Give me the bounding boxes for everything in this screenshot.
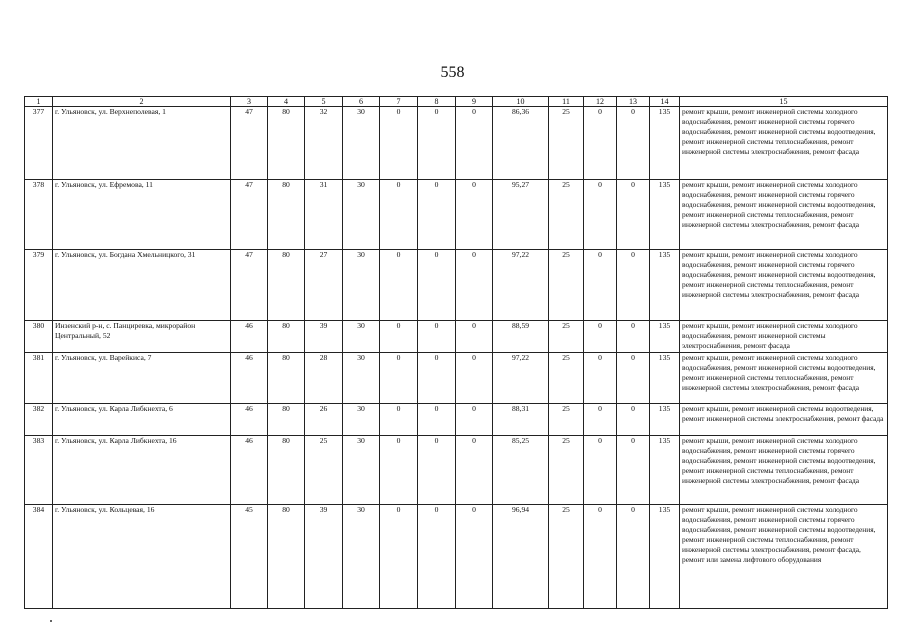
value-cell: 97,22 xyxy=(493,250,549,321)
value-cell: 135 xyxy=(650,353,680,404)
row-number: 380 xyxy=(25,321,53,353)
value-cell: 30 xyxy=(343,321,380,353)
works-cell: ремонт крыши, ремонт инженерной системы холодного водоснабжения, ремонт инженерной системы горячего водоснабжения, ремонт инженерной системы водоотведения, ремонт инженерной системы теплоснабжения, ремонт инженерной системы электроснабжения, ремонт фасада xyxy=(680,107,888,180)
value-cell: 0 xyxy=(584,107,617,180)
address-cell: г. Ульяновск, ул. Кольцевая, 16 xyxy=(53,505,231,609)
value-cell: 135 xyxy=(650,180,680,250)
value-cell: 135 xyxy=(650,250,680,321)
value-cell: 25 xyxy=(549,353,584,404)
value-cell: 0 xyxy=(617,180,650,250)
value-cell: 80 xyxy=(268,321,305,353)
value-cell: 46 xyxy=(231,436,268,505)
value-cell: 0 xyxy=(617,353,650,404)
value-cell: 0 xyxy=(617,250,650,321)
col-header-2: 2 xyxy=(53,97,231,107)
scan-speck xyxy=(50,620,52,622)
value-cell: 0 xyxy=(584,180,617,250)
address-cell: г. Ульяновск, ул. Варейкиса, 7 xyxy=(53,353,231,404)
value-cell: 0 xyxy=(584,353,617,404)
value-cell: 0 xyxy=(380,107,418,180)
address-cell: г. Ульяновск, ул. Карла Либкнехта, 16 xyxy=(53,436,231,505)
value-cell: 85,25 xyxy=(493,436,549,505)
value-cell: 0 xyxy=(584,250,617,321)
value-cell: 30 xyxy=(343,250,380,321)
value-cell: 32 xyxy=(305,107,343,180)
value-cell: 80 xyxy=(268,180,305,250)
value-cell: 31 xyxy=(305,180,343,250)
value-cell: 88,31 xyxy=(493,404,549,436)
value-cell: 30 xyxy=(343,436,380,505)
value-cell: 25 xyxy=(549,250,584,321)
value-cell: 0 xyxy=(617,107,650,180)
page-number: 558 xyxy=(440,64,465,81)
value-cell: 45 xyxy=(231,505,268,609)
value-cell: 0 xyxy=(456,250,493,321)
value-cell: 46 xyxy=(231,353,268,404)
col-header-4: 4 xyxy=(268,97,305,107)
value-cell: 30 xyxy=(343,107,380,180)
table-row xyxy=(25,404,888,436)
address-cell: г. Ульяновск, ул. Верхнеполевая, 1 xyxy=(53,107,231,180)
value-cell: 0 xyxy=(456,107,493,180)
table-row xyxy=(25,321,888,353)
value-cell: 30 xyxy=(343,180,380,250)
value-cell: 26 xyxy=(305,404,343,436)
value-cell: 0 xyxy=(418,353,456,404)
value-cell: 135 xyxy=(650,321,680,353)
works-cell: ремонт крыши, ремонт инженерной системы холодного водоснабжения, ремонт инженерной системы горячего водоснабжения, ремонт инженерной системы водоотведения, ремонт инженерной системы теплоснабжения, ремонт инженерной системы электроснабжения, ремонт фасада xyxy=(680,250,888,321)
works-cell: ремонт крыши, ремонт инженерной системы холодного водоснабжения, ремонт инженерной системы горячего водоснабжения, ремонт инженерной системы водоотведения, ремонт инженерной системы теплоснабжения, ремонт инженерной системы электроснабжения, ремонт фасада xyxy=(680,180,888,250)
value-cell: 135 xyxy=(650,107,680,180)
value-cell: 30 xyxy=(343,505,380,609)
value-cell: 0 xyxy=(380,180,418,250)
value-cell: 30 xyxy=(343,353,380,404)
capital-repair-table xyxy=(24,96,888,609)
value-cell: 135 xyxy=(650,436,680,505)
value-cell: 0 xyxy=(617,321,650,353)
value-cell: 28 xyxy=(305,353,343,404)
row-number: 383 xyxy=(25,436,53,505)
value-cell: 0 xyxy=(456,180,493,250)
value-cell: 27 xyxy=(305,250,343,321)
value-cell: 0 xyxy=(584,436,617,505)
table-row xyxy=(25,107,888,180)
value-cell: 0 xyxy=(380,353,418,404)
value-cell: 25 xyxy=(549,404,584,436)
row-number: 377 xyxy=(25,107,53,180)
value-cell: 96,94 xyxy=(493,505,549,609)
value-cell: 95,27 xyxy=(493,180,549,250)
value-cell: 25 xyxy=(549,107,584,180)
value-cell: 0 xyxy=(418,107,456,180)
value-cell: 80 xyxy=(268,505,305,609)
row-number: 382 xyxy=(25,404,53,436)
value-cell: 0 xyxy=(456,505,493,609)
col-header-10: 10 xyxy=(493,97,549,107)
col-header-8: 8 xyxy=(418,97,456,107)
works-cell: ремонт крыши, ремонт инженерной системы водоотведения, ремонт инженерной системы электроснабжения, ремонт фасада xyxy=(680,404,888,436)
col-header-6: 6 xyxy=(343,97,380,107)
value-cell: 25 xyxy=(549,505,584,609)
value-cell: 47 xyxy=(231,107,268,180)
value-cell: 135 xyxy=(650,505,680,609)
value-cell: 0 xyxy=(617,505,650,609)
value-cell: 0 xyxy=(418,404,456,436)
table-row xyxy=(25,436,888,505)
value-cell: 25 xyxy=(305,436,343,505)
value-cell: 0 xyxy=(380,250,418,321)
col-header-9: 9 xyxy=(456,97,493,107)
value-cell: 46 xyxy=(231,321,268,353)
works-cell: ремонт крыши, ремонт инженерной системы холодного водоснабжения, ремонт инженерной системы электроснабжения, ремонт фасада xyxy=(680,321,888,353)
col-header-1: 1 xyxy=(25,97,53,107)
value-cell: 0 xyxy=(617,436,650,505)
value-cell: 0 xyxy=(456,321,493,353)
col-header-5: 5 xyxy=(305,97,343,107)
table-row xyxy=(25,353,888,404)
col-header-14: 14 xyxy=(650,97,680,107)
works-cell: ремонт крыши, ремонт инженерной системы холодного водоснабжения, ремонт инженерной системы горячего водоснабжения, ремонт инженерной системы водоотведения, ремонт инженерной системы теплоснабжения, ремонт инженерной системы электроснабжения, ремонт фасада, ремонт или замена лифтового оборудования xyxy=(680,505,888,609)
value-cell: 47 xyxy=(231,250,268,321)
value-cell: 86,36 xyxy=(493,107,549,180)
value-cell: 80 xyxy=(268,436,305,505)
value-cell: 0 xyxy=(380,436,418,505)
value-cell: 39 xyxy=(305,505,343,609)
col-header-15: 15 xyxy=(680,97,888,107)
address-cell: Инзенский р-н, с. Панциревка, микрорайон Центральный, 52 xyxy=(53,321,231,353)
value-cell: 30 xyxy=(343,404,380,436)
value-cell: 0 xyxy=(380,505,418,609)
value-cell: 0 xyxy=(380,321,418,353)
table-row xyxy=(25,180,888,250)
header-row xyxy=(25,97,888,107)
col-header-13: 13 xyxy=(617,97,650,107)
address-cell: г. Ульяновск, ул. Ефремова, 11 xyxy=(53,180,231,250)
value-cell: 0 xyxy=(418,321,456,353)
row-number: 384 xyxy=(25,505,53,609)
works-cell: ремонт крыши, ремонт инженерной системы холодного водоснабжения, ремонт инженерной системы горячего водоснабжения, ремонт инженерной системы водоотведения, ремонт инженерной системы теплоснабжения, ремонт инженерной системы электроснабжения, ремонт фасада xyxy=(680,436,888,505)
table-row xyxy=(25,505,888,609)
value-cell: 80 xyxy=(268,404,305,436)
value-cell: 25 xyxy=(549,321,584,353)
value-cell: 0 xyxy=(418,505,456,609)
value-cell: 0 xyxy=(418,250,456,321)
value-cell: 80 xyxy=(268,107,305,180)
value-cell: 135 xyxy=(650,404,680,436)
value-cell: 0 xyxy=(617,404,650,436)
table-row xyxy=(25,250,888,321)
value-cell: 0 xyxy=(418,436,456,505)
address-cell: г. Ульяновск, ул. Богдана Хмельницкого, 31 xyxy=(53,250,231,321)
value-cell: 0 xyxy=(584,505,617,609)
row-number: 381 xyxy=(25,353,53,404)
value-cell: 0 xyxy=(456,404,493,436)
value-cell: 47 xyxy=(231,180,268,250)
value-cell: 97,22 xyxy=(493,353,549,404)
value-cell: 0 xyxy=(584,404,617,436)
value-cell: 25 xyxy=(549,180,584,250)
value-cell: 46 xyxy=(231,404,268,436)
row-number: 379 xyxy=(25,250,53,321)
value-cell: 0 xyxy=(456,353,493,404)
value-cell: 80 xyxy=(268,250,305,321)
value-cell: 25 xyxy=(549,436,584,505)
value-cell: 0 xyxy=(456,436,493,505)
col-header-3: 3 xyxy=(231,97,268,107)
col-header-7: 7 xyxy=(380,97,418,107)
col-header-12: 12 xyxy=(584,97,617,107)
value-cell: 80 xyxy=(268,353,305,404)
value-cell: 0 xyxy=(418,180,456,250)
row-number: 378 xyxy=(25,180,53,250)
value-cell: 88,59 xyxy=(493,321,549,353)
value-cell: 0 xyxy=(380,404,418,436)
value-cell: 39 xyxy=(305,321,343,353)
value-cell: 0 xyxy=(584,321,617,353)
address-cell: г. Ульяновск, ул. Карла Либкнехта, 6 xyxy=(53,404,231,436)
col-header-11: 11 xyxy=(549,97,584,107)
works-cell: ремонт крыши, ремонт инженерной системы холодного водоснабжения, ремонт инженерной системы водоотведения, ремонт инженерной системы теплоснабжения, ремонт инженерной системы электроснабжения, ремонт фасада xyxy=(680,353,888,404)
